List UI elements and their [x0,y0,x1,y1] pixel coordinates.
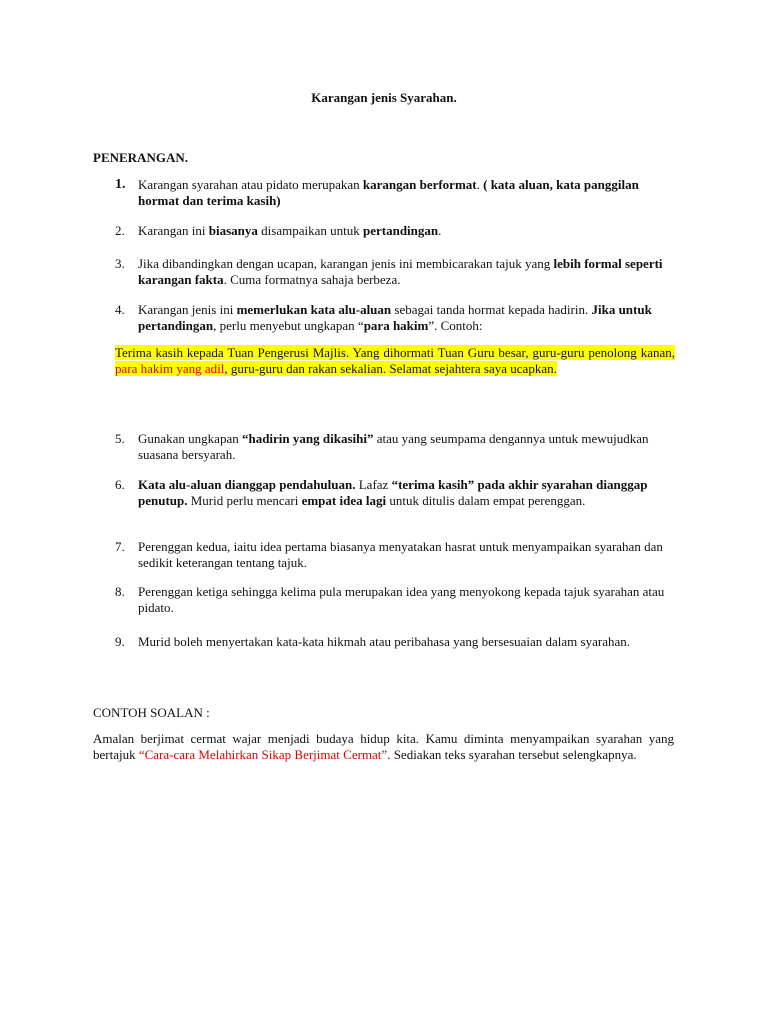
list-item-2 [115,223,675,239]
bold-run: “terima kasih” pada akhir syarahan dianggap penutup. [138,477,648,508]
bold-run: ( kata aluan, kata panggilan hormat dan terima kasih) [138,177,639,208]
text-run: Karangan jenis ini [138,302,237,317]
bold-run: pertandingan [362,223,439,238]
list-item-9 [115,634,675,650]
bold-run: empat idea lagi [301,493,387,508]
text-run: untuk ditulis dalam empat perenggan. [386,493,586,508]
text-run: ”. Contoh: [428,318,483,333]
text-run: . [438,223,442,238]
bold-run: para hakim [363,318,429,333]
highlighted-example [115,345,675,377]
list-text [138,177,675,209]
list-item-5 [115,431,675,463]
list-text [138,223,675,239]
text-run: Karangan syarahan atau pidato merupakan [138,177,363,192]
list-number: 9. [115,634,125,649]
list-number: 1. [115,177,126,192]
section-heading: PENERANGAN. [93,150,188,165]
list-number: 5. [115,431,125,446]
text-run: sebagai tanda hormat kepada hadirin. [391,302,592,317]
text-run: Amalan berjimat cermat wajar menjadi budaya hidup kita. Kamu diminta menyampaikan syarahan yang bertajuk [93,731,674,762]
list-number: 3. [115,256,125,271]
bold-run: “hadirin yang dikasihi” [241,431,374,446]
text-run: Karangan ini [138,223,209,238]
list-text [138,431,675,463]
list-number: 4. [115,302,125,317]
highlight-text: , guru-guru dan rakan sekalian. Selamat sejahtera saya ucapkan. [224,361,557,376]
text-run: Jika dibandingkan dengan ucapan, karangan jenis ini membicarakan tajuk yang [138,256,554,271]
list-number: 2. [115,223,125,238]
highlight-red-text: para hakim yang adil [115,361,225,376]
bold-run: memerlukan kata alu-aluan [236,302,392,317]
list-number: 8. [115,584,125,599]
list-text: Perenggan kedua, iaitu idea pertama biasanya menyatakan hasrat untuk menyampaikan syarahan dan sedikit keterangan tentang tajuk. [138,539,663,570]
red-title-text: “Cara-cara Melahirkan Sikap Berjimat Cermat” [138,747,388,762]
highlight-text: Terima kasih kepada Tuan Pengerusi Majlis. Yang dihormati Tuan Guru besar, guru-guru penolong kanan, [115,345,675,360]
text-run: . Cuma formatnya sahaja berbeza. [223,272,401,287]
list-number: 7. [115,539,125,554]
document-title: Karangan jenis Syarahan. [311,90,457,105]
list-text [138,302,675,334]
contoh-soalan-body [93,731,674,763]
list-text: Murid boleh menyertakan kata-kata hikmah atau peribahasa yang bersesuaian dalam syarahan. [138,634,630,649]
list-item-7 [115,539,675,571]
text-run: Lafaz [355,477,392,492]
list-text [138,477,675,509]
bold-run: Kata alu-aluan dianggap pendahuluan. [138,477,356,492]
list-number: 6. [115,477,125,492]
bold-run: Jika untuk pertandingan [138,302,652,333]
list-item-3 [115,256,675,288]
list-text [138,256,675,288]
list-text: Perenggan ketiga sehingga kelima pula merupakan idea yang menyokong kepada tajuk syarahan atau pidato. [138,584,665,615]
text-run: . [476,177,484,192]
text-run: Murid perlu mencari [187,493,302,508]
list-item-6 [115,477,675,509]
list-item-4 [115,302,675,334]
list-item-1 [115,177,675,209]
text-run: Gunakan ungkapan [138,431,242,446]
contoh-soalan-heading: CONTOH SOALAN : [93,705,210,720]
text-run: disampaikan untuk [257,223,363,238]
bold-run: lebih formal seperti karangan fakta [138,256,663,287]
text-run: atau yang seumpama dengannya untuk mewujudkan suasana bersyarah. [138,431,649,462]
bold-run: karangan berformat [362,177,477,192]
bold-run: biasanya [208,223,258,238]
text-run: , perlu menyebut ungkapan “ [213,318,364,333]
text-run: . Sediakan teks syarahan tersebut selengkapnya. [387,747,637,762]
list-item-8 [115,584,675,616]
